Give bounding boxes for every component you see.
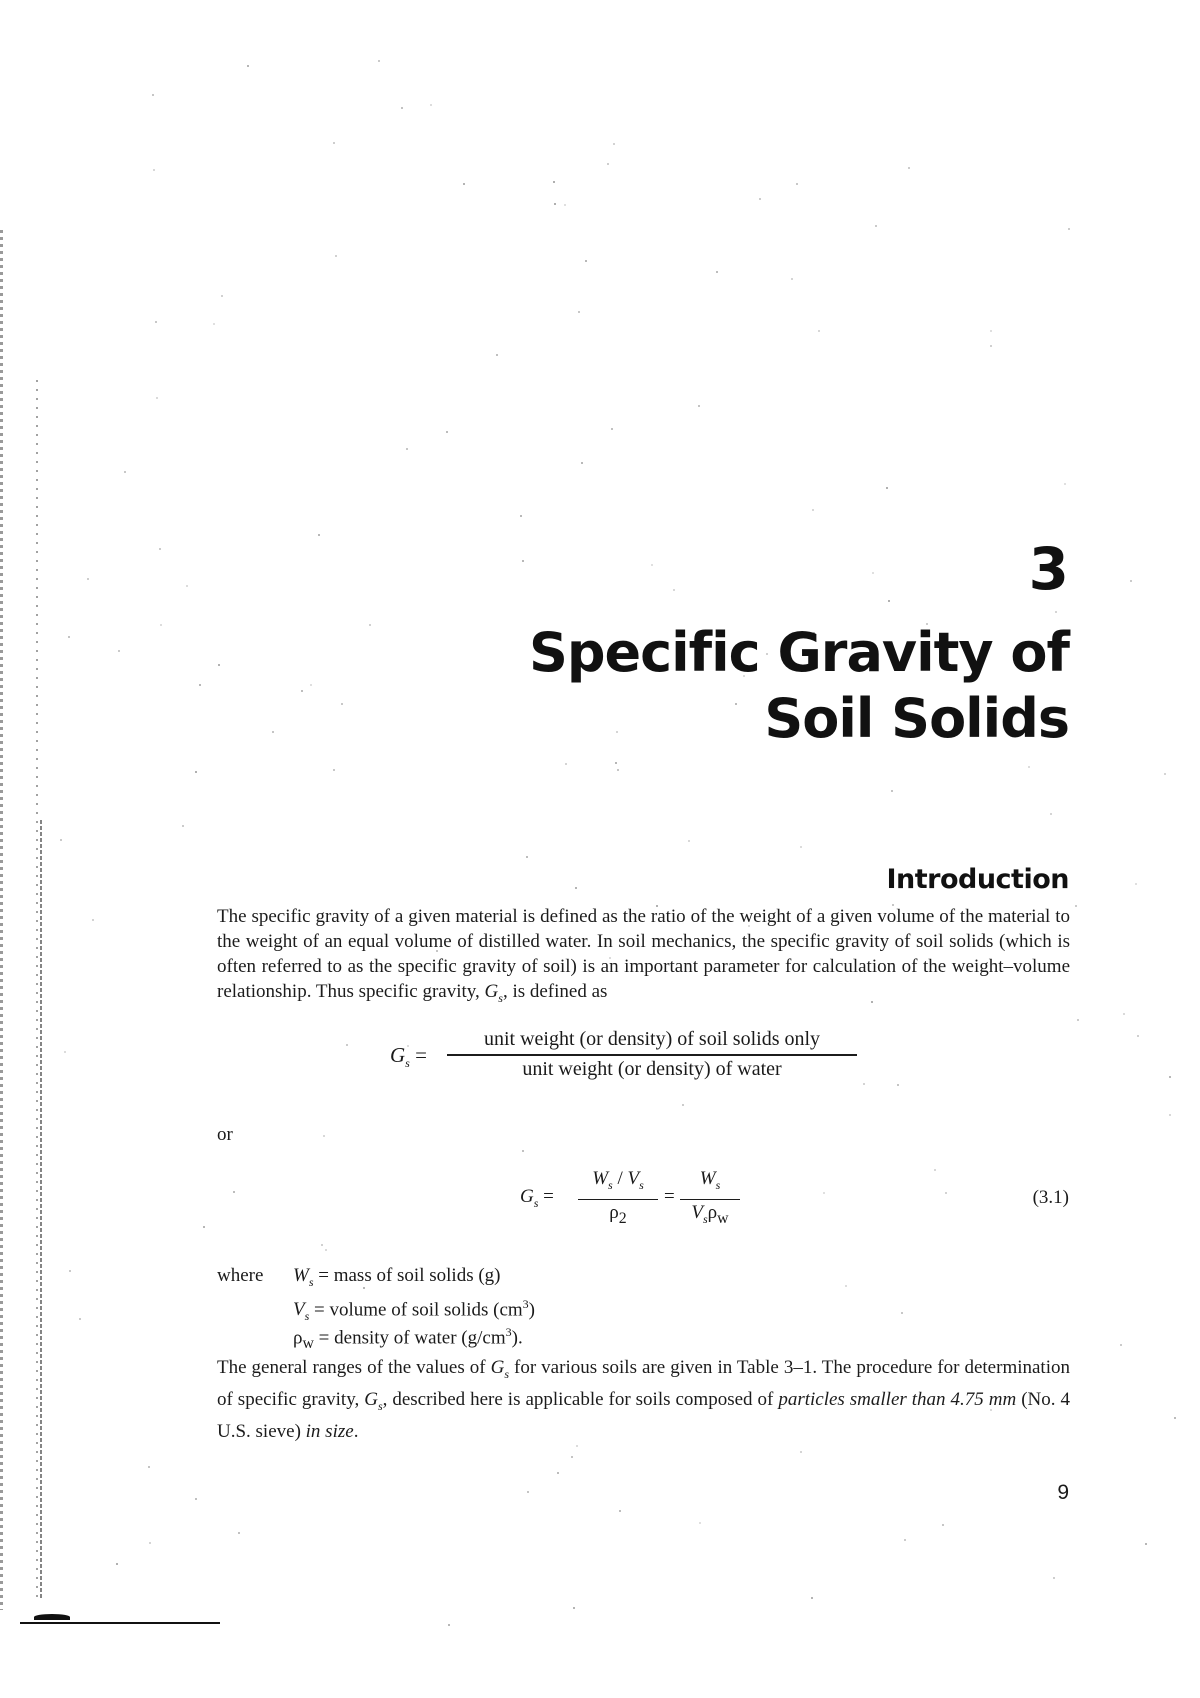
scan-speck <box>238 1532 240 1534</box>
scan-speck <box>897 1084 899 1086</box>
equation-number: (3.1) <box>1032 1187 1069 1208</box>
scan-speck <box>195 1498 197 1500</box>
scan-speck <box>811 1597 813 1599</box>
scan-speck <box>159 548 161 550</box>
scan-speck <box>92 919 94 921</box>
scan-speck <box>796 183 798 185</box>
eq1-lhs-symbol: G <box>390 1043 406 1067</box>
scan-speck <box>613 143 615 145</box>
eq2-frac2-v-sub: s <box>703 1212 708 1227</box>
scan-speck <box>378 60 380 62</box>
scan-speck <box>698 405 700 407</box>
scan-speck <box>1123 1013 1125 1015</box>
binding-edge-shadow <box>0 230 3 1610</box>
scan-speck <box>1145 1543 1147 1545</box>
def-subscript: s <box>308 1274 314 1289</box>
scan-speck <box>333 142 335 144</box>
scan-speck <box>615 762 617 764</box>
scan-speck <box>1075 905 1077 907</box>
eq2-frac1-numerator <box>578 1168 658 1199</box>
def-text: = volume of soil solids (cm <box>309 1299 523 1321</box>
scan-speck <box>448 1624 450 1626</box>
scan-speck <box>1137 1035 1139 1037</box>
scan-speck <box>759 198 761 200</box>
scan-speck <box>406 448 408 450</box>
scan-speck <box>791 278 793 280</box>
scan-speck <box>573 1607 575 1609</box>
eq2-equals-2: = <box>664 1186 675 1207</box>
scan-speck <box>233 1191 235 1193</box>
scan-speck <box>565 763 567 765</box>
eq2-frac1-rho: ρ <box>609 1202 619 1224</box>
ranges-text-2: for various soils are given in Table 3–1. The procedure for determination of specific gravity, <box>217 1357 1070 1410</box>
intro-paragraph <box>217 904 1070 1011</box>
scan-speck <box>310 684 312 686</box>
scan-speck <box>1164 773 1166 775</box>
intro-text-1: The specific gravity of a given material is defined as the ratio of the weight of a given volume of the material to the weight of an equal volume of distilled water. In soil mechanics, the specific gravity of soil solids (which is often referred to as the specific gravity of soil) is an important parameter for calculation of the weight–volume relationship. Thus specific gravity, <box>217 906 1070 1002</box>
eq2-frac1-v: V <box>627 1168 640 1189</box>
scan-speck <box>64 1051 66 1053</box>
scan-speck <box>901 1312 903 1314</box>
ranges-text-5: . <box>353 1420 359 1442</box>
def-subscript: s <box>304 1309 310 1324</box>
scan-speck <box>818 330 820 332</box>
intro-symbol: G <box>484 981 499 1002</box>
eq1-lhs-subscript: s <box>405 1056 410 1071</box>
scan-speck <box>908 167 910 169</box>
scan-speck <box>875 225 877 227</box>
ranges-text-3: , described here is applicable for soils composed of <box>382 1388 779 1410</box>
def-subscript: w <box>302 1335 314 1353</box>
equation-2-fraction-1 <box>578 1168 658 1232</box>
def-text: = mass of soil solids (g) <box>313 1265 501 1286</box>
scan-speck <box>581 462 583 464</box>
scan-speck <box>990 345 992 347</box>
scan-speck <box>369 624 371 626</box>
equation-1-fraction <box>442 1027 862 1082</box>
scan-speck <box>845 1285 847 1287</box>
eq2-frac2-v: V <box>691 1202 703 1224</box>
scan-speck <box>673 589 675 591</box>
eq2-frac2-w: W <box>699 1168 716 1189</box>
equation-2-fraction-2 <box>680 1168 740 1232</box>
scan-speck <box>800 846 802 848</box>
scan-speck <box>68 636 70 638</box>
scan-speck <box>554 203 556 205</box>
scan-speck <box>522 560 524 562</box>
scan-speck <box>218 664 220 666</box>
chapter-number: 3 <box>1028 535 1069 603</box>
scan-speck <box>148 1466 150 1468</box>
ranges-paragraph <box>217 1355 1070 1444</box>
def-symbol: W <box>293 1265 309 1286</box>
scan-speck <box>1169 1076 1171 1078</box>
scan-speck <box>199 684 201 686</box>
eq2-equals-1: = <box>543 1186 554 1207</box>
scan-speck <box>124 471 126 473</box>
equation-1-denominator: unit weight (or density) of water <box>522 1057 782 1080</box>
ranges-text-1: The general ranges of the values of <box>217 1357 491 1378</box>
scan-speck <box>272 731 274 733</box>
scan-speck <box>522 1150 524 1152</box>
scan-speck <box>1055 611 1057 613</box>
eq2-frac1-v-sub: s <box>639 1177 644 1192</box>
scan-speck <box>69 1270 71 1272</box>
ranges-symbol-2: G <box>364 1388 378 1410</box>
scan-speck <box>1077 1019 1079 1021</box>
def-symbol: V <box>293 1299 305 1321</box>
scan-speck <box>888 600 890 602</box>
scan-speck <box>401 107 403 109</box>
def-text: = density of water (g/cm <box>313 1327 506 1349</box>
scan-speck <box>526 856 528 858</box>
scan-speck <box>934 1169 936 1171</box>
scan-speck <box>335 255 337 257</box>
scan-speck <box>203 1226 205 1228</box>
eq2-frac1-slash: / <box>612 1168 628 1189</box>
scan-speck <box>617 769 619 771</box>
scan-speck <box>247 65 249 67</box>
intro-text-2: , is defined as <box>502 981 608 1002</box>
scan-speck <box>945 1192 947 1194</box>
scan-speck <box>1130 580 1132 582</box>
definitions-lead: where <box>217 1265 264 1286</box>
equation-1-lhs <box>390 1043 427 1071</box>
definition-rho-w <box>293 1318 523 1358</box>
binding-edge-noise-dark <box>40 820 42 1600</box>
scan-speck <box>1050 813 1052 815</box>
chapter-title <box>529 620 1069 752</box>
scan-speck <box>611 428 613 430</box>
scan-speck <box>318 534 320 536</box>
scan-speck <box>1068 228 1070 230</box>
scan-speck <box>79 1318 81 1320</box>
scan-speck <box>863 1083 865 1085</box>
scan-speck <box>60 839 62 841</box>
scan-speck <box>118 650 120 652</box>
eq2-lhs-subscript: s <box>533 1195 539 1210</box>
scan-speck <box>1064 483 1066 485</box>
scan-speck <box>557 1472 559 1474</box>
scan-speck <box>564 204 566 206</box>
eq2-frac2-rho: ρ <box>707 1202 718 1224</box>
scan-speck <box>575 887 577 889</box>
scan-speck <box>1028 766 1030 768</box>
scan-speck <box>346 1044 348 1046</box>
eq2-frac2-denominator <box>680 1200 740 1232</box>
scan-speck <box>152 94 154 96</box>
scan-speck <box>323 1135 325 1137</box>
page-number: 9 <box>1057 1481 1069 1504</box>
eq2-frac2-w-sub: s <box>715 1177 721 1192</box>
scan-speck <box>1174 1417 1176 1419</box>
def-superscript: 3 <box>505 1325 512 1339</box>
scan-speck <box>116 1563 118 1565</box>
scan-speck <box>149 1542 151 1544</box>
scan-speck <box>520 515 522 517</box>
scan-speck <box>527 1491 529 1493</box>
scan-speck <box>682 1104 684 1106</box>
chapter-title-line-2: Soil Solids <box>764 687 1069 750</box>
eq2-frac1-w: W <box>592 1168 609 1189</box>
scan-speck <box>1135 883 1137 885</box>
scan-speck <box>585 260 587 262</box>
scan-speck <box>800 1451 802 1453</box>
def-tail: ). <box>511 1327 523 1349</box>
scan-speck <box>160 624 162 626</box>
scan-speck <box>321 1244 323 1246</box>
eq2-frac1-rho-sub: 2 <box>618 1210 627 1228</box>
scan-speck <box>325 1249 327 1251</box>
eq2-frac1-denominator <box>578 1200 658 1232</box>
def-superscript: 3 <box>522 1297 529 1311</box>
scan-speck <box>904 1539 906 1541</box>
scan-speck <box>872 572 874 574</box>
scan-speck <box>333 769 335 771</box>
eq2-frac2-rho-sub: w <box>717 1210 729 1228</box>
ranges-subscript-2: s <box>377 1398 383 1413</box>
scan-speck <box>891 790 893 792</box>
scan-speck <box>155 321 157 323</box>
eq1-equals: = <box>415 1043 427 1067</box>
scan-speck <box>886 487 888 489</box>
scan-speck <box>571 1456 573 1458</box>
scan-speck <box>213 323 215 325</box>
scan-speck <box>990 330 992 332</box>
scan-speck <box>823 1192 825 1194</box>
scan-speck <box>651 564 653 566</box>
scan-speck <box>1053 1577 1055 1579</box>
scan-speck <box>1120 1344 1122 1346</box>
scan-speck <box>619 1510 621 1512</box>
equation-1-numerator: unit weight (or density) of soil solids only <box>483 1028 821 1050</box>
scan-speck <box>578 311 580 313</box>
scan-speck <box>607 163 609 165</box>
scan-speck <box>576 1445 578 1447</box>
scan-bottom-blob <box>34 1614 70 1620</box>
scan-speck <box>301 690 303 692</box>
scan-speck <box>463 183 465 185</box>
scan-bottom-stroke <box>20 1622 220 1624</box>
def-tail: ) <box>528 1299 535 1321</box>
eq2-frac1-w-sub: s <box>608 1177 613 1192</box>
scan-speck <box>341 703 343 705</box>
chapter-title-line-1: Specific Gravity of <box>528 621 1069 684</box>
scan-speck <box>553 181 555 183</box>
ranges-text-4: (No. 4 U.S. sieve) <box>217 1388 1070 1442</box>
scan-speck <box>1169 1114 1171 1116</box>
ranges-symbol-1: G <box>490 1357 505 1378</box>
scan-speck <box>496 354 498 356</box>
equation-2-lhs <box>520 1186 554 1211</box>
ranges-italic-1: particles smaller than 4.75 mm <box>778 1388 1017 1410</box>
scan-speck <box>87 578 89 580</box>
scan-speck <box>446 431 448 433</box>
scan-speck <box>716 271 718 273</box>
ranges-subscript-1: s <box>504 1366 509 1381</box>
connector-or: or <box>217 1124 233 1145</box>
intro-subscript: s <box>498 990 503 1005</box>
scan-speck <box>688 840 690 842</box>
eq2-frac2-numerator <box>680 1168 740 1199</box>
scan-speck <box>186 585 188 587</box>
scan-speck <box>430 104 432 106</box>
scan-speck <box>195 771 197 773</box>
ranges-italic-2: in size <box>305 1420 354 1442</box>
binding-edge-noise <box>36 380 38 1600</box>
scan-speck <box>221 295 223 297</box>
scan-speck <box>699 1522 701 1524</box>
scan-speck <box>942 1524 944 1526</box>
section-heading: Introduction <box>886 864 1069 895</box>
equation-3-1 <box>520 1168 800 1230</box>
scan-speck <box>153 169 155 171</box>
scan-speck <box>156 397 158 399</box>
scan-speck <box>182 825 184 827</box>
eq2-lhs-symbol: G <box>520 1186 534 1207</box>
scan-speck <box>812 509 814 511</box>
def-symbol: ρ <box>293 1327 303 1349</box>
